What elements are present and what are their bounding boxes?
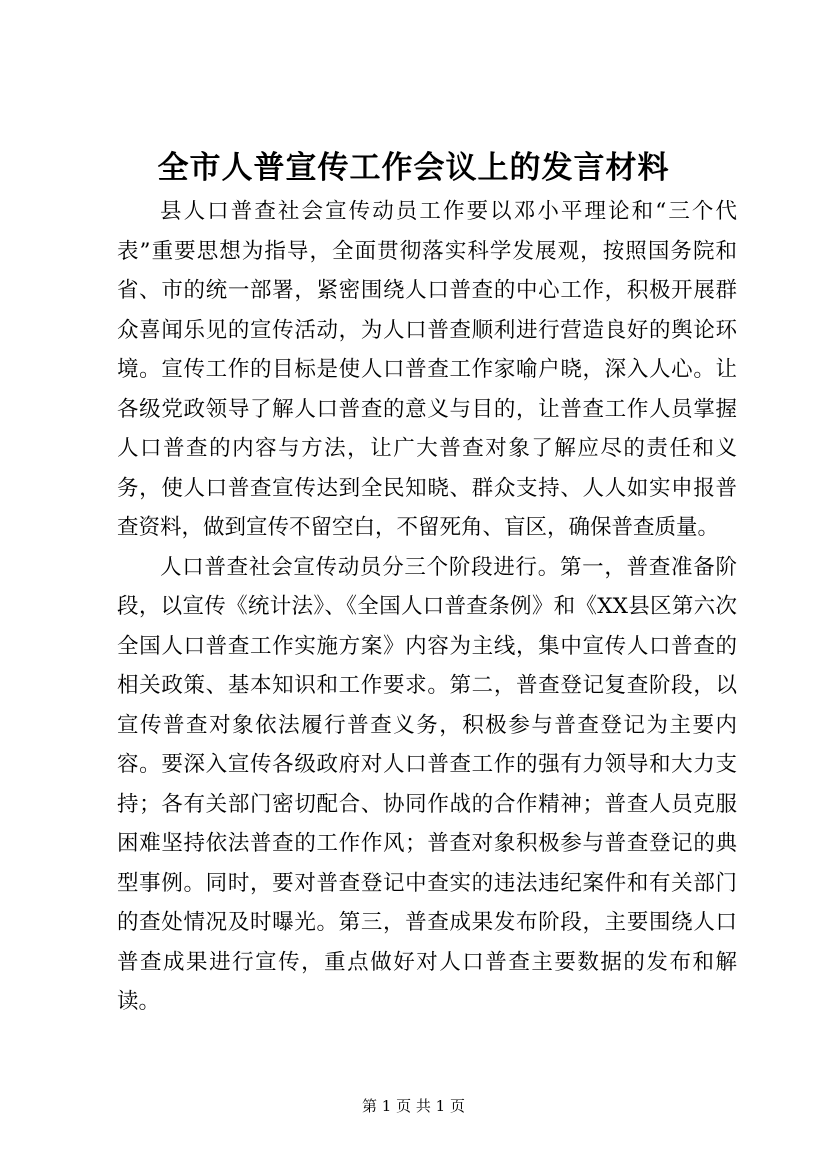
page-footer: 第 1 页 共 1 页 xyxy=(362,1097,465,1115)
paragraph: 人口普查社会宣传动员分三个阶段进行。第一，普查准备阶段，以宣传《统计法》、《全国人口普查条例》和《XX县区第六次全国人口普查工作实施方案》内容为主线，集中宣传人口普查的相关政策、基本知识和工作要求。第二，普查登记复查阶段，以宣传普查对象依法履行普查义务，积极参与普查登记为主要内容。要深入宣传各级政府对人口普查工作的强有力领导和大力支持；各有关部门密切配合、协同作战的合作精神；普查人员克服困难坚持依法普查的工作作风；普查对象积极参与普查登记的典型事例。同时，要对普查登记中查实的违法违纪案件和有关部门的查处情况及时曝光。第三，普查成果发布阶段，主要围绕人口普查成果进行宣传，重点做好对人口普查主要数据的发布和解读。 xyxy=(117,554,737,1014)
document-body xyxy=(117,192,737,1022)
document-title: 全市人普宣传工作会议上的发言材料 xyxy=(157,150,670,186)
paragraph: 县人口普查社会宣传动员工作要以邓小平理论和“三个代表”重要思想为指导，全面贯彻落实科学发展观，按照国务院和省、市的统一部署，紧密围绕人口普查的中心工作，积极开展群众喜闻乐见的宣传活动，为人口普查顺利进行营造良好的舆论环境。宣传工作的目标是使人口普查工作家喻户晓，深入人心。让各级党政领导了解人口普查的意义与目的，让普查工作人员掌握人口普查的内容与方法，让广大普查对象了解应尽的责任和义务，使人口普查宣传达到全民知晓、群众支持、人人如实申报普查资料，做到宣传不留空白，不留死角、盲区，确保普查质量。 xyxy=(117,199,737,540)
